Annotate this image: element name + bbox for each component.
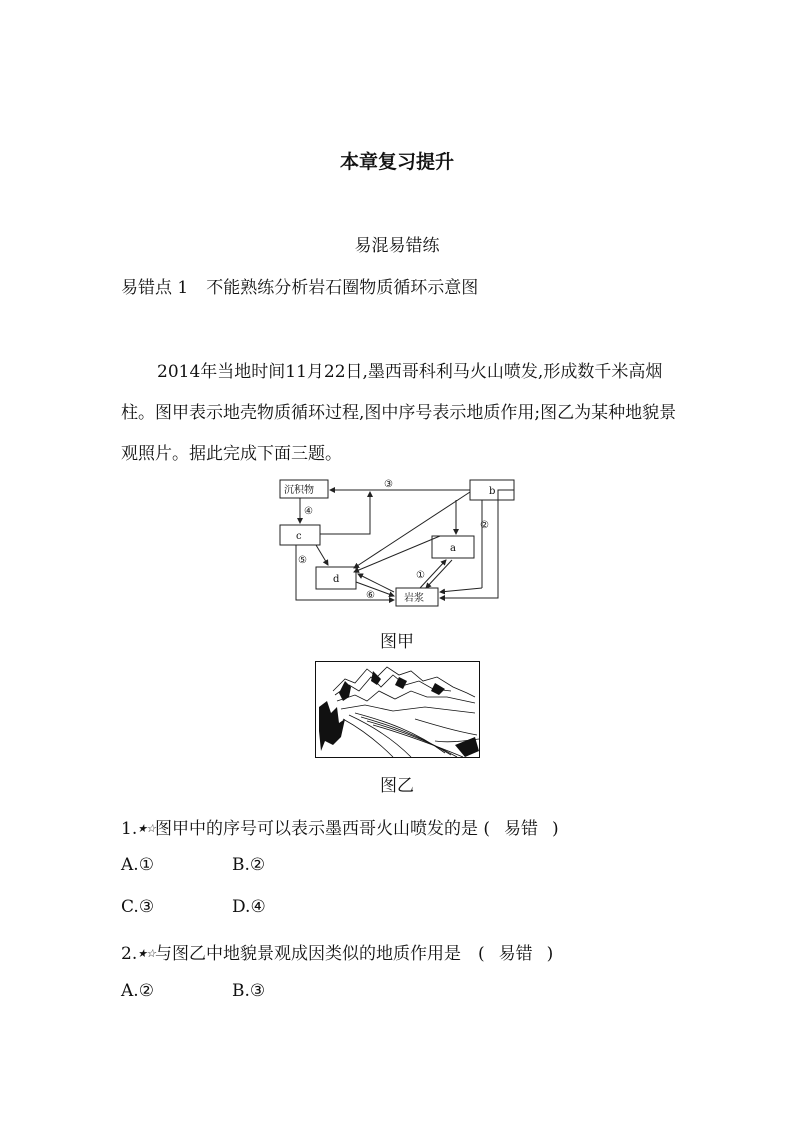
option-1d[interactable] [232,897,266,917]
difficulty-star-icon: ★☆ [137,947,155,960]
option-value: ③ [249,981,266,1001]
caption-jia: 图甲 [380,632,414,652]
error-point-heading [121,273,478,298]
option-label: C. [121,897,139,917]
question-2-tag: 易错 [498,944,533,964]
question-2 [121,939,553,964]
question-2-stem: 与图乙中地貌景观成因类似的地质作用是 ( [154,944,485,964]
option-label: B. [232,855,250,875]
question-2-close: ) [546,944,554,964]
box-b-label: b [489,486,496,497]
question-2-number: 2. [121,944,138,964]
option-1c[interactable] [121,897,154,917]
page-title: 本章复习提升 [339,151,454,173]
option-value: ④ [250,897,266,917]
label-4: ④ [304,506,313,517]
question-1-stem: 图甲中的序号可以表示墨西哥火山喷发的是 ( [154,819,491,839]
option-label: D. [232,897,251,917]
box-sediment-label: 沉积物 [284,485,314,496]
box-magma-label: 岩浆 [404,593,424,604]
option-value: ① [138,855,154,875]
passage [121,352,681,475]
box-c-label: c [296,531,302,542]
option-value: ③ [138,897,155,917]
difficulty-star-icon: ★☆ [137,822,155,835]
option-1b[interactable] [232,855,265,875]
label-1: ① [416,570,425,581]
rock-cycle-diagram [270,470,520,615]
box-d-label: d [333,574,340,585]
option-2a[interactable] [121,981,154,1001]
box-a-label: a [450,543,456,554]
question-1-number: 1. [121,819,138,839]
option-label: A. [121,981,139,1001]
passage-text: 2014年当地时间11月22日,墨西哥科利马火山喷发,形成数千米高烟柱。图甲表示地壳物质循环过程,图中序号表示地质作用;图乙为某种地貌景观照片。据此完成下面三题。 [121,362,677,464]
question-1-tag: 易错 [504,819,539,839]
option-label: A. [121,855,139,875]
landform-photo [315,661,480,758]
option-value: ② [249,855,266,875]
error-point-label: 易错点 1 [121,278,189,298]
label-3: ③ [384,479,393,490]
error-point-text: 不能熟练分析岩石圈物质循环示意图 [206,278,479,298]
option-1a[interactable] [121,855,154,875]
caption-yi: 图乙 [380,776,414,796]
section-title: 易混易错练 [354,236,440,256]
option-value: ② [138,981,154,1001]
label-2: ② [480,520,489,531]
option-label: B. [232,981,250,1001]
label-6: ⑥ [366,590,375,601]
label-5: ⑤ [298,555,307,566]
option-2b[interactable] [232,981,265,1001]
question-1-close: ) [552,819,559,839]
question-1 [121,814,559,839]
